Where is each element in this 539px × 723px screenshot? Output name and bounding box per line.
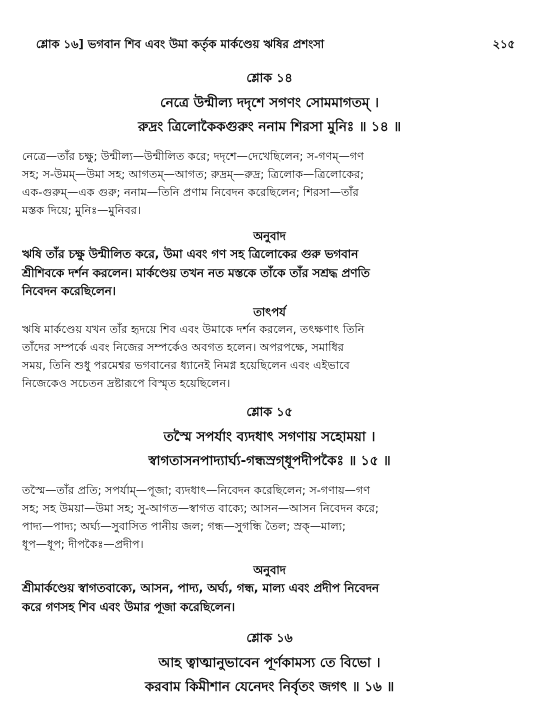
verse-16-line-2: করবাম কিমীশান যেনেদং নির্বৃতং জগৎ ॥ ১৬ ॥ — [144, 679, 395, 695]
synonym-line: পাদ্য—পাদ্য; অর্ঘ্য—সুবাসিত পানীয় জল; গন্ধ—সুগন্ধি তৈল; স্রক্—মাল্য; — [22, 520, 346, 533]
verse-14-title: শ্লোক ১৪ — [246, 70, 293, 85]
translation-line: শ্রীশিবকে দর্শন করলেন। মার্কণ্ডেয় তখন নত মস্তকে তাঁকে তাঁর সশ্রদ্ধ প্রণতি — [22, 265, 370, 280]
page-number: ২১৫ — [492, 37, 515, 51]
verse-14-line-2: রুদ্রং ত্রিলোকৈকগুরুং ননাম শিরসা মুনিঃ ॥ ১৪ ॥ — [138, 119, 401, 135]
purport-line: নিজেকেও সচেতন দ্রষ্টারূপে বিস্মৃত হয়েছিলেন। — [22, 377, 231, 390]
header-title: শ্লোক ১৬] ভগবান শিব এবং উমা কর্তৃক মার্কণ্ডেয় ঋষির প্রশংসা — [36, 37, 325, 51]
verse-14-line-1: নেত্রে উন্মীল্য দদৃশে সগণং সোমমাগতম্ । — [160, 95, 379, 111]
verse-14-translation-heading: অনুবাদ — [253, 229, 286, 243]
verse-14-synonyms — [22, 148, 517, 220]
synonym-line: এক-গুরুম্—এক গুরু; ননাম—তিনি প্রণাম নিবেদন করেছিলেন; শিরসা—তাঁর — [22, 186, 359, 199]
verse-14-purport-heading: তাৎপর্য — [253, 305, 286, 319]
synonym-line: নেত্রে—তাঁর চক্ষু; উন্মীল্য—উন্মীলিত করে; দদৃশে—দেখেছিলেন; স-গণম্—গণ — [22, 150, 364, 163]
synonym-line: তস্মৈ—তাঁর প্রতি; সপর্যাম্—পূজা; ব্যদধাৎ—নিবেদন করেছিলেন; স-গণায়—গণ — [22, 484, 370, 497]
verse-15-title: শ্লোক ১৫ — [246, 404, 293, 419]
verse-16-line-1: আহ ত্বাত্মানুভাবেন পূর্ণকামস্য তে বিভো । — [158, 655, 381, 671]
purport-line: সময়, তিনি শুধু পরমেশ্বর ভগবানের ধ্যানেই নিমগ্ন হয়েছিলেন এবং এইভাবে — [22, 359, 350, 372]
translation-line: নিবেদন করেছিলেন। — [22, 284, 116, 298]
translation-line: ঋষি তাঁর চক্ষু উন্মীলিত করে, উমা এবং গণ সহ ত্রিলোকের গুরু ভগবান — [22, 247, 359, 261]
verse-15-translation — [22, 579, 517, 616]
verse-14-translation — [22, 245, 517, 301]
verse-16-title: শ্লোক ১৬ — [246, 630, 293, 645]
synonym-line: ধূপ—ধূপ; দীপকৈঃ—প্রদীপ। — [22, 538, 144, 551]
verse-14-purport — [22, 321, 517, 393]
translation-line: করে গণসহ শিব এবং উমার পূজা করেছিলেন। — [22, 599, 235, 614]
synonym-line: মস্তক দিয়ে; মুনিঃ—মুনিবর। — [22, 204, 141, 217]
translation-line: শ্রীমার্কণ্ডেয় স্বাগতবাক্যে, আসন, পাদ্য, অর্ঘ্য, গন্ধ, মাল্য এবং প্রদীপ নিবেদন — [22, 581, 379, 595]
verse-15-synonyms — [22, 482, 517, 554]
synonym-line: সহ; স-উমম্—উমা সহ; আগতম্—আগত; রুদ্রম্—রুদ্র; ত্রিলোক—ত্রিলোকের; — [22, 168, 364, 181]
running-header — [36, 36, 515, 55]
purport-line: তাঁদের সম্পর্কে এবং নিজের সম্পর্কেও অবগত হলেন। অপরপক্ষে, সমাধির — [22, 341, 344, 354]
verse-15-line-2: স্বাগতাসনপাদ্যার্ঘ্য-গন্ধস্রগ্‌ধূপদীপকৈঃ ॥ ১৫ ॥ — [148, 453, 391, 469]
verse-15-translation-heading: অনুবাদ — [253, 563, 286, 577]
synonym-line: সহ; সহ উময়া—উমা সহ; সু-আগত—স্বাগত বাক্যে; আসন—আসন নিবেদন করে; — [22, 502, 379, 515]
purport-line: ঋষি মার্কণ্ডেয় যখন তাঁর হৃদয়ে শিব এবং উমাকে দর্শন করলেন, তৎক্ষণাৎ তিনি — [22, 323, 365, 336]
verse-15-line-1: তস্মৈ সপর্যাং ব্যদধাৎ সগণায় সহোময়া । — [163, 429, 376, 445]
